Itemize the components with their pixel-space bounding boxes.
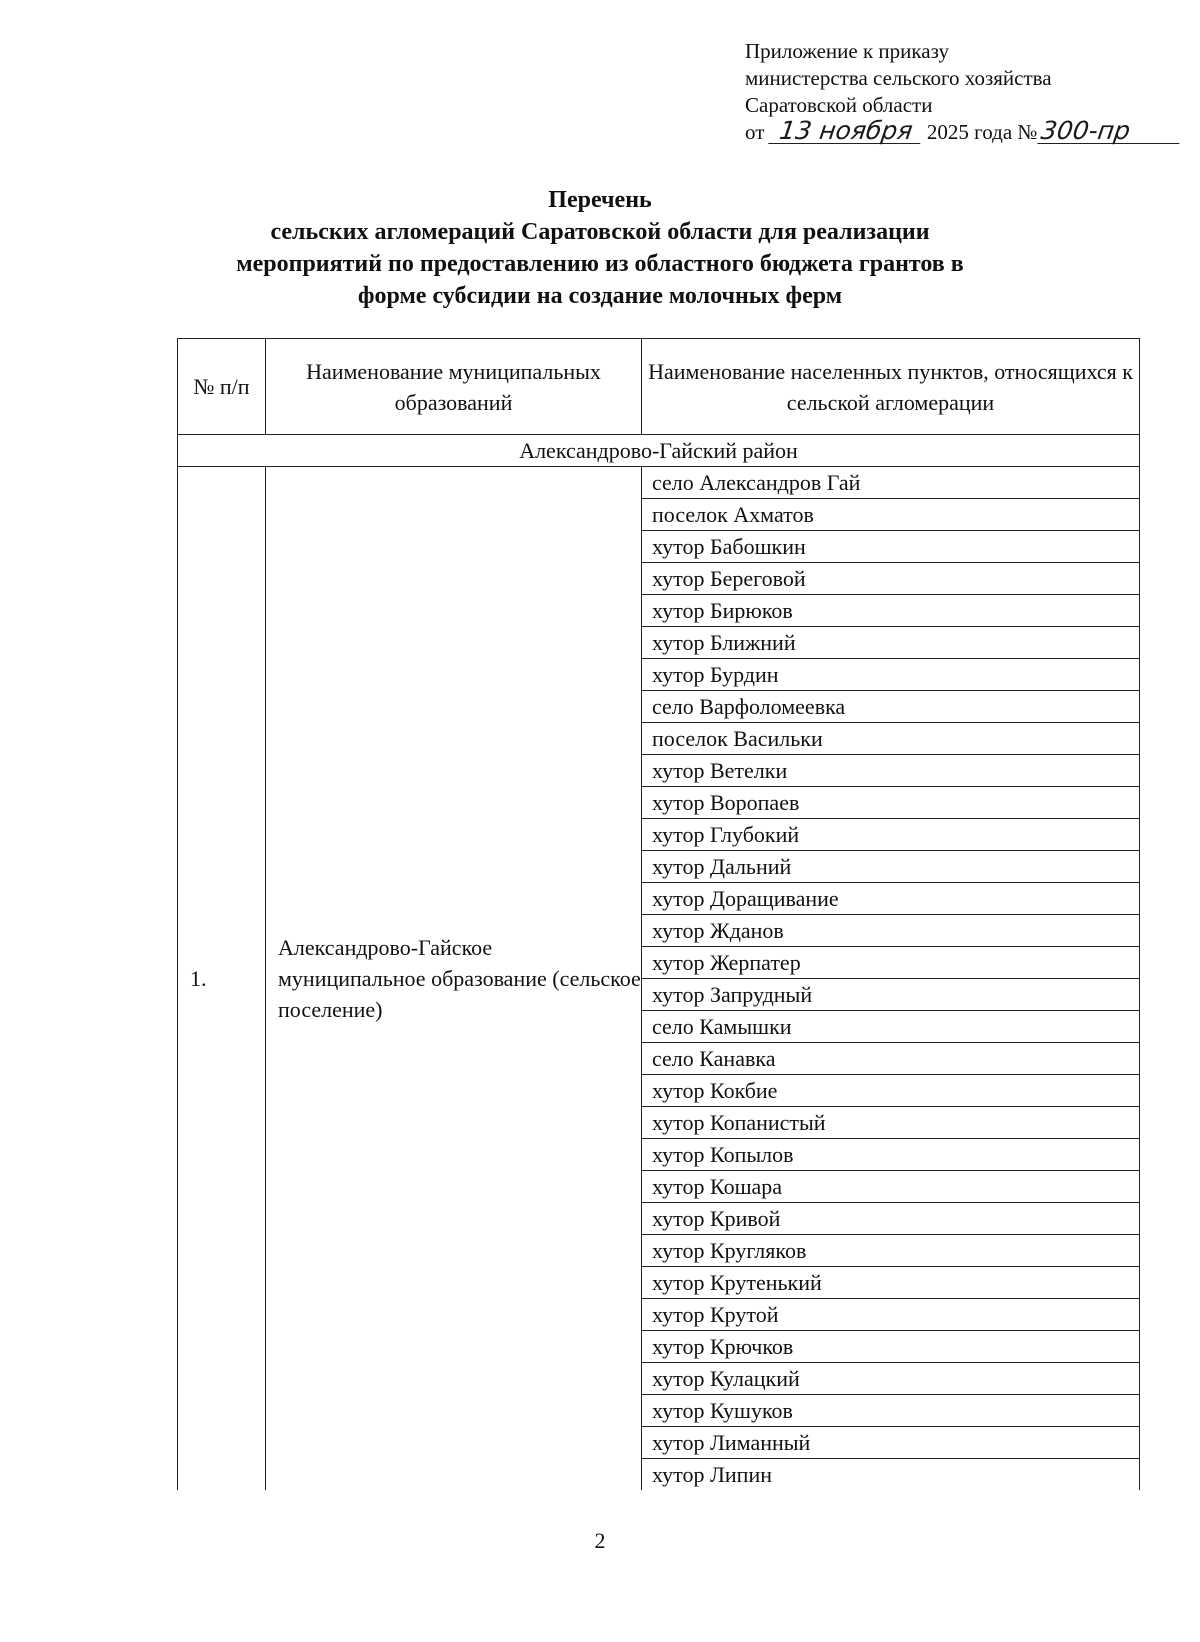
agglomeration-table xyxy=(177,338,1140,1490)
settlement-name: хутор Кругляков xyxy=(642,1235,1140,1267)
settlement-name: хутор Береговой xyxy=(642,563,1140,595)
settlement-name: хутор Жерпатер xyxy=(642,947,1140,979)
handwritten-order-number: 300-пр xyxy=(1038,119,1184,144)
settlement-name: хутор Бабошкин xyxy=(642,531,1140,563)
table-row xyxy=(178,467,1140,499)
settlement-name: поселок Ахматов xyxy=(642,499,1140,531)
settlement-name: хутор Копанистый xyxy=(642,1107,1140,1139)
settlement-name: хутор Крутой xyxy=(642,1299,1140,1331)
appendix-order-line xyxy=(745,116,1181,146)
appendix-line-2: министерства сельского хозяйства xyxy=(745,66,1052,90)
settlement-name: хутор Глубокий xyxy=(642,819,1140,851)
page-number: 2 xyxy=(594,1528,606,1553)
document-title xyxy=(150,184,1050,312)
settlement-name: хутор Жданов xyxy=(642,915,1140,947)
year-text: 2025 года № xyxy=(926,120,1038,144)
title-line-2: сельских агломераций Саратовской области для реализации xyxy=(270,219,930,245)
district-row xyxy=(178,435,1140,467)
settlement-name: хутор Кривой xyxy=(642,1203,1140,1235)
district-name: Александрово-Гайский район xyxy=(178,435,1140,467)
from-label: от xyxy=(745,120,765,144)
title-line-4: форме субсидии на создание молочных ферм xyxy=(357,283,843,309)
column-header-municipality: Наименование муниципальных образований xyxy=(266,339,642,435)
settlement-name: село Камышки xyxy=(642,1011,1140,1043)
appendix-header xyxy=(745,38,1181,146)
settlement-name: хутор Крутенький xyxy=(642,1267,1140,1299)
title-line-3: мероприятий по предоставлению из областного бюджета грантов в xyxy=(236,251,964,277)
settlement-name: хутор Запрудный xyxy=(642,979,1140,1011)
column-header-settlements: Наименование населенных пунктов, относящихся к сельской агломерации xyxy=(642,339,1140,435)
settlement-name: поселок Васильки xyxy=(642,723,1140,755)
table-header-row xyxy=(178,339,1140,435)
settlement-name: хутор Лиманный xyxy=(642,1427,1140,1459)
title-line-1: Перечень xyxy=(548,187,652,213)
row-number: 1. xyxy=(178,467,266,1491)
settlement-name: хутор Дальний xyxy=(642,851,1140,883)
settlement-name: хутор Ветелки xyxy=(642,755,1140,787)
settlement-name: село Александров Гай xyxy=(642,467,1140,499)
settlement-name: хутор Кушуков xyxy=(642,1395,1140,1427)
settlement-name: хутор Доращивание xyxy=(642,883,1140,915)
settlement-name: хутор Бирюков xyxy=(642,595,1140,627)
settlement-name: село Канавка xyxy=(642,1043,1140,1075)
settlement-name: хутор Ближний xyxy=(642,627,1140,659)
settlement-name: хутор Воропаев xyxy=(642,787,1140,819)
settlement-name: хутор Кошара xyxy=(642,1171,1140,1203)
settlement-name: хутор Кулацкий xyxy=(642,1363,1140,1395)
municipality-name: Александрово-Гайское муниципальное образование (сельское поселение) xyxy=(266,467,642,1491)
settlement-name: село Варфоломеевка xyxy=(642,691,1140,723)
settlement-name: хутор Копылов xyxy=(642,1139,1140,1171)
appendix-line-1: Приложение к приказу xyxy=(745,39,949,63)
settlement-name: хутор Бурдин xyxy=(642,659,1140,691)
settlement-name: хутор Кокбие xyxy=(642,1075,1140,1107)
settlement-name: хутор Липин xyxy=(642,1459,1140,1491)
settlement-name: хутор Крючков xyxy=(642,1331,1140,1363)
appendix-line-3: Саратовской области xyxy=(745,93,933,117)
column-header-number: № п/п xyxy=(178,339,266,435)
handwritten-date: 13 ноября xyxy=(768,119,924,144)
